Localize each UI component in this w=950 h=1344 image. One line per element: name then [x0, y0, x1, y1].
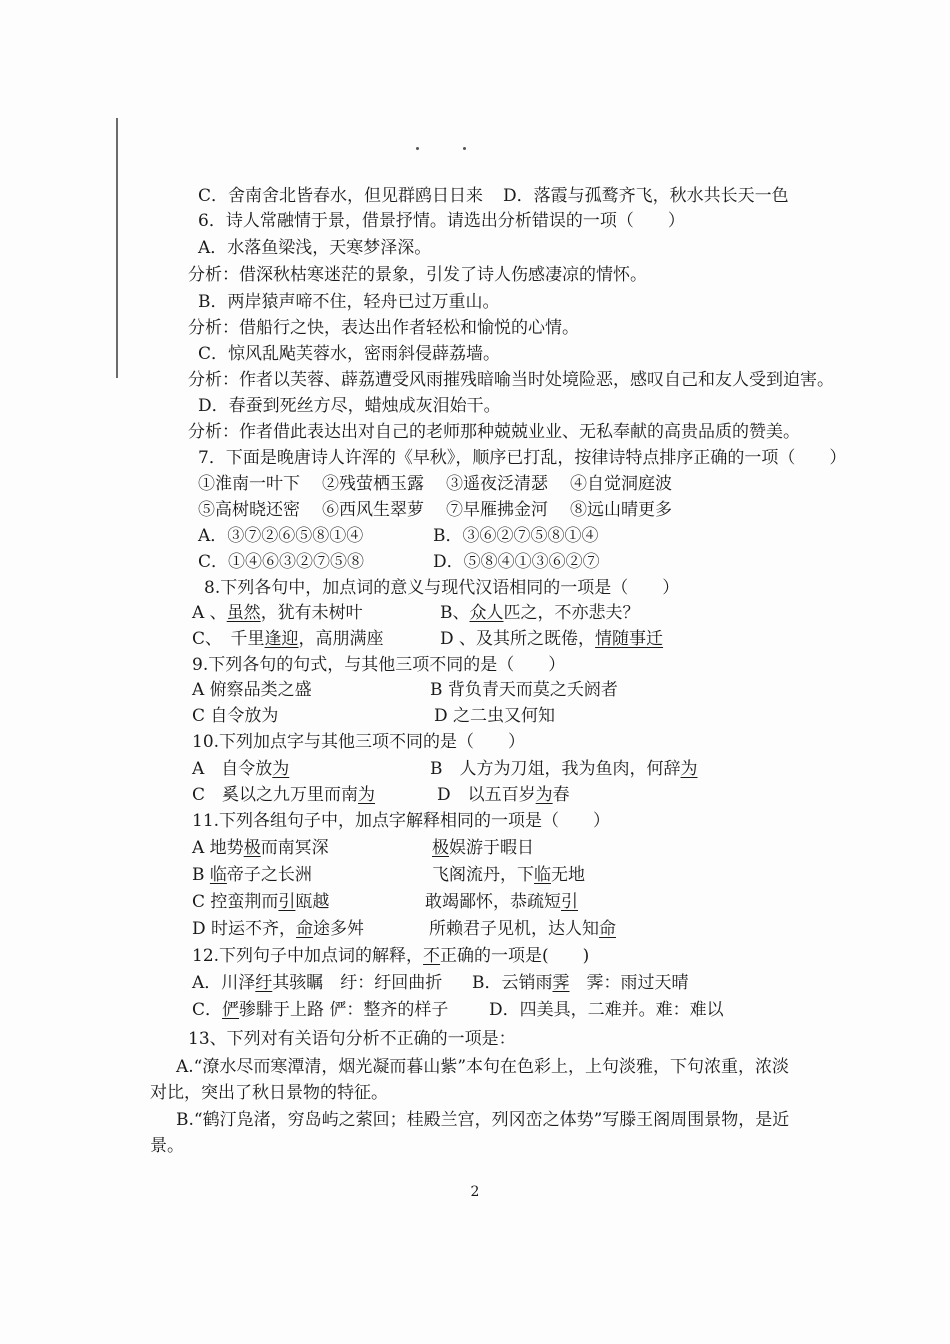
question-11-option-a-1: A 地势极而南冥深 [192, 838, 329, 858]
emphasis-word: 不 [423, 946, 441, 966]
question-13-option-b-line-2: 景。 [150, 1136, 184, 1156]
dotted-word: 逢迎 [264, 629, 299, 649]
question-6-option-d: D．春蚕到死丝方尽，蜡烛成灰泪始干。 [198, 396, 501, 416]
question-7-lines-row-1 [198, 473, 672, 495]
question-8-option-d: D 、及其所之既倦，情随事迁 [440, 629, 664, 649]
poem-line: ⑧远山晴更多 [570, 500, 672, 520]
dotted-word: 俨 [222, 1000, 240, 1020]
question-6-analysis-c: 分析：作者以芙蓉、薜荔遭受风雨摧残暗喻当时处境险恶，感叹自己和友人受到迫害。 [188, 370, 834, 390]
question-11-option-c-2: 敢竭鄙怀，恭疏短引 [425, 892, 578, 912]
question-13-option-a-line-1: A.“潦水尽而寒潭清，烟光凝而暮山紫”本句在色彩上，上句淡雅，下句浓重，浓淡 [176, 1057, 790, 1077]
question-11-option-d-1: D 时运不齐，命途多舛 [192, 919, 365, 939]
dotted-word: 命 [599, 919, 616, 939]
dotted-word: 命 [296, 919, 314, 939]
question-12-option-c: C．俨骖騑于上路 俨：整齐的样子 [192, 1000, 449, 1020]
question-6-analysis-a: 分析：借深秋枯寒迷茫的景象，引发了诗人伤感凄凉的情怀。 [188, 265, 647, 285]
dotted-word: 纡 [255, 973, 273, 993]
question-12: 12.下列句子中加点词的解释，不正确的一项是( ) [192, 946, 590, 966]
question-11-option-a-2: 极娱游于暇日 [432, 838, 534, 858]
question-8-option-a: A 、虽然，犹有未树叶 [192, 603, 363, 623]
dotted-word: 为 [535, 785, 553, 805]
question-10-option-c: C 奚以之九万里而南为 [192, 785, 376, 805]
poem-line: ⑥西风生翠萝 [322, 500, 424, 520]
dotted-word: 临 [534, 865, 551, 885]
question-11-option-d-2: 所赖君子见机，达人知命 [429, 919, 616, 939]
question-10-option-a: A 自令放为 [192, 759, 290, 779]
dotted-word: 霁 [552, 973, 570, 993]
question-7-option-d: D．⑤⑧④①③⑥②⑦ [433, 552, 600, 572]
question-7-option-a: A．③⑦②⑥⑤⑧①④ [198, 526, 364, 546]
dotted-word: 极 [243, 838, 261, 858]
question-13: 13、下列对有关语句分析不正确的一项是： [188, 1029, 516, 1049]
question-12-option-a: A．川泽纡其骇瞩 纡：纡回曲折 [192, 973, 443, 993]
question-13-option-a-line-2: 对比，突出了秋日景物的特征。 [150, 1083, 388, 1103]
question-6-analysis-d: 分析：作者借此表达出对自己的老师那种兢兢业业、无私奉献的高贵品质的赞美。 [188, 422, 800, 442]
question-13-option-b-line-1: B.“鹤汀凫渚，穷岛屿之萦回；桂殿兰宫，列冈峦之体势”写滕王阁周围景物，是近 [176, 1110, 790, 1130]
poem-line: ④自觉洞庭波 [570, 474, 672, 494]
scan-dot [463, 147, 466, 150]
dotted-word: 虽然 [226, 603, 261, 623]
question-12-option-d: D．四美具，二难并。难：难以 [489, 1000, 724, 1020]
dotted-word: 为 [680, 759, 698, 779]
option-c: C．舍南舍北皆春水，但见群鸥日日来 [198, 186, 484, 206]
question-10-option-b: B 人方为刀俎，我为鱼肉，何辞为 [430, 759, 698, 779]
question-7: 7．下面是晚唐诗人许浑的《早秋》，顺序已打乱，按律诗特点排序正确的一项（ ） [198, 448, 847, 468]
question-6-analysis-b: 分析：借船行之快，表达出作者轻松和愉悦的心情。 [188, 318, 579, 338]
option-d: D．落霞与孤鹜齐飞，秋水共长天一色 [503, 186, 789, 206]
dotted-word: 情随事迁 [595, 629, 664, 649]
question-11-option-b-1: B 临帝子之长洲 [192, 865, 312, 885]
question-7-option-c: C．①④⑥③②⑦⑤⑧ [198, 552, 365, 572]
question-5-option-c-d [198, 185, 789, 207]
question-11: 11.下列各组句子中，加点字解释相同的一项是（ ） [192, 811, 611, 831]
question-7-option-b: B．③⑥②⑦⑤⑧①④ [433, 526, 599, 546]
dotted-word: 引 [278, 892, 296, 912]
question-9-option-d: D 之二虫又何知 [434, 706, 556, 726]
poem-line: ①淮南一叶下 [198, 474, 300, 494]
dotted-word: 为 [272, 759, 290, 779]
poem-line: ②残萤栖玉露 [322, 474, 424, 494]
question-8-option-c: C、 千里逢迎，高朋满座 [192, 629, 384, 649]
question-6-option-b: B．两岸猿声啼不住，轻舟已过万重山。 [198, 292, 500, 312]
question-12-option-b: B．云销雨霁 霁：雨过天晴 [472, 973, 689, 993]
question-10-option-d: D 以五百岁为春 [437, 785, 570, 805]
question-9-option-a: A 俯察品类之盛 [192, 680, 312, 700]
poem-line: ⑦早雁拂金河 [446, 500, 548, 520]
dotted-word: 引 [561, 892, 578, 912]
dotted-word: 极 [432, 838, 449, 858]
question-6: 6．诗人常融情于景，借景抒情。请选出分析错误的一项（ ） [198, 211, 685, 231]
question-6-option-a: A．水落鱼梁浅，天寒梦泽深。 [198, 238, 432, 258]
poem-line: ⑤高树晓还密 [198, 500, 300, 520]
question-10: 10.下列加点字与其他三项不同的是（ ） [192, 732, 526, 752]
question-7-lines-row-2 [198, 499, 672, 521]
question-11-option-b-2: 飞阁流丹，下临无地 [432, 865, 585, 885]
question-9-option-c: C 自令放为 [192, 706, 279, 726]
question-8-option-b: B、众人匹之，不亦悲夫？ [440, 603, 640, 623]
question-6-option-c: C．惊风乱飐芙蓉水，密雨斜侵薜荔墙。 [198, 344, 501, 364]
poem-line: ③遥夜泛清瑟 [446, 474, 548, 494]
question-11-option-c-1: C 控蛮荆而引瓯越 [192, 892, 330, 912]
question-9-option-b: B 背负青天而莫之夭阏者 [430, 680, 618, 700]
page-number: 2 [470, 1184, 480, 1200]
scan-dot [416, 147, 419, 150]
dotted-word: 众人 [469, 603, 504, 623]
question-8: 8.下列各句中，加点词的意义与现代汉语相同的一项是（ ） [204, 578, 680, 598]
dotted-word: 为 [358, 785, 376, 805]
dotted-word: 临 [209, 865, 227, 885]
binding-line [116, 118, 118, 378]
question-9: 9.下列各句的句式，与其他三项不同的是（ ） [192, 655, 566, 675]
